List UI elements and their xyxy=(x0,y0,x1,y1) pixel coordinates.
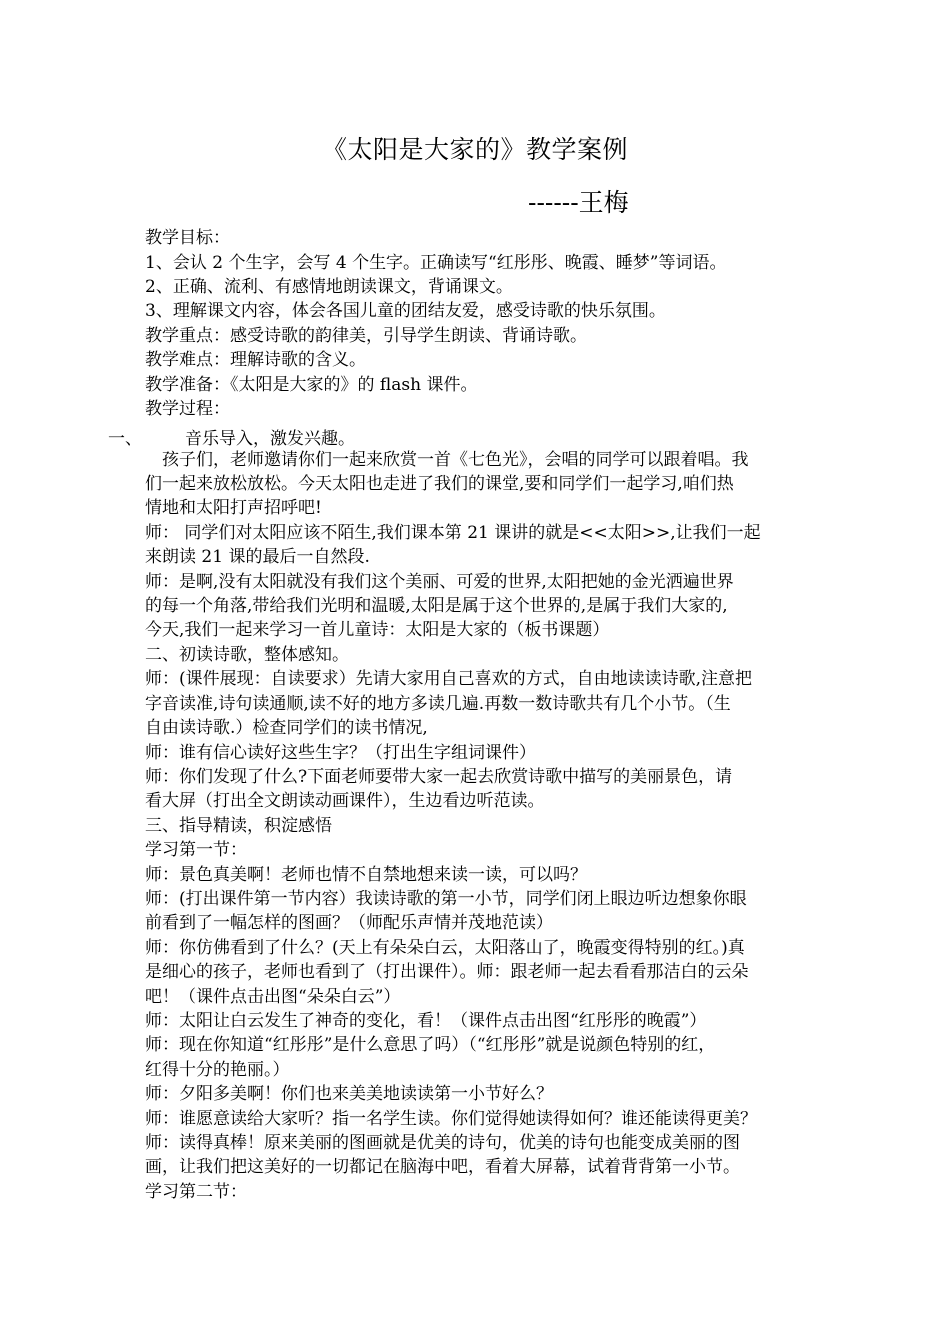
body-line: 自由读诗歌.）检查同学们的读书情况, xyxy=(145,718,428,738)
body-line: 吧！（课件点击出图“朵朵白云”） xyxy=(145,987,401,1007)
body-line: 学习第一节： xyxy=(145,840,247,860)
document-author: ------王梅 xyxy=(528,188,629,217)
objective-item: 3、理解课文内容，体会各国儿童的团结友爱，感受诗歌的快乐氛围。 xyxy=(145,301,666,321)
body-line: 画，让我们把这美好的一切都记在脑海中吧，看着大屏幕，试着背背第一小节。 xyxy=(145,1157,740,1177)
key-point: 教学重点：感受诗歌的韵律美，引导学生朗读、背诵诗歌。 xyxy=(145,326,587,346)
body-line: 情地和太阳打声招呼吧! xyxy=(145,498,322,518)
section-title: 音乐导入，激发兴趣。 xyxy=(185,429,355,449)
section-number: 一、 xyxy=(108,429,142,449)
body-line: 看大屏（打出全文朗读动画课件），生边看边听范读。 xyxy=(145,791,545,811)
body-line: 师：读得真棒！原来美丽的图画就是优美的诗句，优美的诗句也能变成美丽的图 xyxy=(145,1133,740,1153)
objective-item: 2、正确、流利、有感情地朗读课文，背诵课文。 xyxy=(145,277,513,297)
preparation: 教学准备：《太阳是大家的》的 flash 课件。 xyxy=(145,375,478,395)
body-line: 来朗读 21 课的最后一自然段. xyxy=(145,547,370,567)
difficulty: 教学难点：理解诗歌的含义。 xyxy=(145,350,366,370)
body-line: 师：现在你知道“红彤彤”是什么意思了吗）（“红彤彤”就是说颜色特别的红， xyxy=(145,1035,716,1055)
objectives-heading: 教学目标： xyxy=(145,228,230,248)
body-line: 二、初读诗歌，整体感知。 xyxy=(145,645,349,665)
body-line: 师： 同学们对太阳应该不陌生,我们课本第 21 课讲的就是<<太阳>>,让我们一起 xyxy=(145,523,761,543)
body-line: 红得十分的艳丽。） xyxy=(145,1060,290,1080)
body-line: 孩子们，老师邀请你们一起来欣赏一首《七色光》，会唱的同学可以跟着唱。我 xyxy=(145,450,749,470)
body-line: 师：太阳让白云发生了神奇的变化，看！（课件点击出图“红彤彤的晚霞”） xyxy=(145,1011,707,1031)
body-line: 们一起来放松放松。今天太阳也走进了我们的课堂,要和同学们一起学习,咱们热 xyxy=(145,474,734,494)
body-line: 师：景色真美啊！老师也情不自禁地想来读一读，可以吗？ xyxy=(145,865,587,885)
body-line: 今天,我们一起来学习一首儿童诗：太阳是大家的（板书课题） xyxy=(145,620,610,640)
body-line: 师：谁有信心读好这些生字？（打出生字组词课件） xyxy=(145,743,536,763)
document-title: 《太阳是大家的》教学案例 xyxy=(321,135,628,164)
body-line: 师：夕阳多美啊！你们也来美美地读读第一小节好么？ xyxy=(145,1084,553,1104)
body-line: 的每一个角落,带给我们光明和温暖,太阳是属于这个世界的,是属于我们大家的, xyxy=(145,596,728,616)
body-line: 师：你仿佛看到了什么？(天上有朵朵白云，太阳落山了，晚霞变得特别的红。)真 xyxy=(145,938,745,958)
body-line: 前看到了一幅怎样的图画？（师配乐声情并茂地范读） xyxy=(145,913,553,933)
body-line: 师：你们发现了什么?下面老师要带大家一起去欣赏诗歌中描写的美丽景色，请 xyxy=(145,767,733,787)
body-line: 学习第二节： xyxy=(145,1182,247,1202)
body-line: 是细心的孩子，老师也看到了（打出课件）。师：跟老师一起去看看那洁白的云朵 xyxy=(145,962,749,982)
body-line: 师：(打出课件第一节内容）我读诗歌的第一小节，同学们闭上眼边听边想象你眼 xyxy=(145,889,747,909)
body-line: 字音读准,诗句读通顺,读不好的地方多读几遍.再数一数诗歌共有几个小节。（生 xyxy=(145,694,731,714)
section-heading xyxy=(108,424,355,449)
body-line: 师：是啊,没有太阳就没有我们这个美丽、可爱的世界,太阳把她的金光洒遍世界 xyxy=(145,572,734,592)
objective-item: 1、会认 2 个生字，会写 4 个生字。正确读写“红彤彤、晚霞、睡梦”等词语。 xyxy=(145,253,727,273)
body-line: 三、指导精读，积淀感悟 xyxy=(145,816,332,836)
process-heading: 教学过程： xyxy=(145,399,230,419)
body-line: 师：谁愿意读给大家听？指一名学生读。你们觉得她读得如何？谁还能读得更美？ xyxy=(145,1109,757,1129)
body-line: 师：(课件展现：自读要求）先请大家用自己喜欢的方式，自由地读读诗歌,注意把 xyxy=(145,669,753,689)
